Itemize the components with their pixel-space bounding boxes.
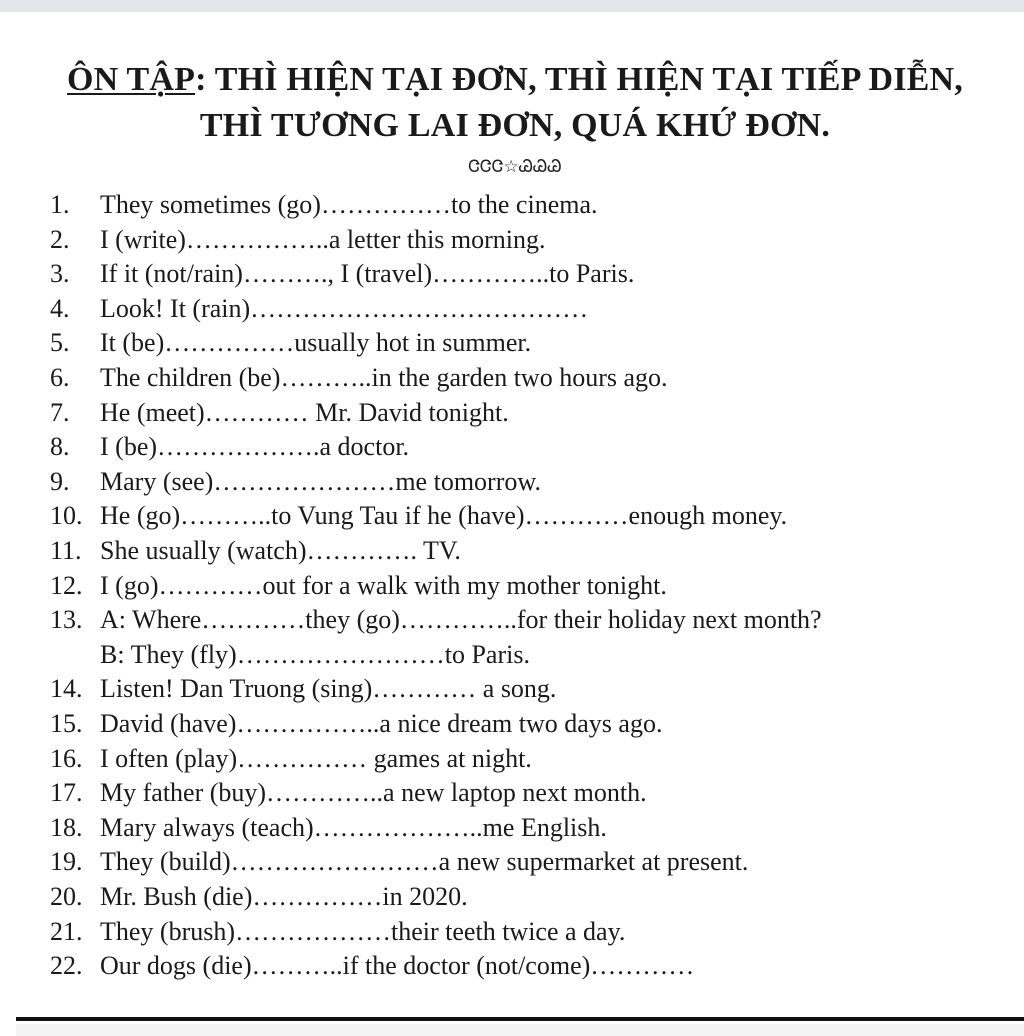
exercise-item [50, 776, 647, 810]
exercise-item [50, 326, 531, 360]
exercise-text: He (go)………..to Vung Tau if he (have)…………enough money. [100, 501, 788, 531]
exercise-item [50, 915, 625, 949]
exercise-item [50, 672, 556, 706]
exercise-text: Mr. Bush (die)……………in 2020. [100, 882, 468, 911]
exercise-item [50, 430, 409, 464]
exercise-number: 18. [50, 812, 83, 842]
exercise-text: I often (play)…………… games at night. [100, 743, 532, 773]
exercise-number: 17. [50, 778, 83, 808]
exercise-text: He (meet)………… Mr. David tonight. [100, 397, 509, 427]
exercise-text: Look! It (rain)………………………………… [100, 293, 589, 323]
exercise-text: Mary always (teach)………………..me English. [100, 812, 607, 842]
bottom-rule [16, 1017, 1024, 1021]
exercise-item [50, 742, 532, 776]
exercise-number: 12. [50, 570, 83, 600]
exercise-item [50, 534, 461, 568]
exercise-text: I (be)……………….a doctor. [100, 432, 410, 462]
exercise-number: 16. [50, 743, 83, 773]
exercise-item [50, 396, 509, 430]
exercise-item [50, 361, 668, 395]
exercise-item [50, 257, 634, 291]
exercise-item [50, 223, 546, 257]
exercise-number: 6. [50, 363, 70, 392]
page-bottom-shadow [16, 1024, 1024, 1036]
worksheet-page [6, 12, 1024, 1033]
exercise-number: 3. [50, 259, 70, 289]
exercise-item [50, 949, 694, 983]
exercise-text: They (brush)………………their teeth twice a day. [100, 916, 626, 946]
exercise-item [50, 811, 607, 845]
exercise-item [50, 465, 541, 499]
exercise-text: A: Where…………they (go)…………..for their holiday next month? [100, 605, 822, 635]
exercise-number: 10. [50, 501, 83, 531]
viewer-top-bar [0, 0, 1024, 12]
title-heading: ÔN TẬP [67, 61, 196, 98]
exercise-number: 4. [50, 293, 70, 323]
exercise-item [50, 707, 662, 741]
exercise-number: 7. [50, 397, 70, 427]
exercise-item [50, 292, 588, 326]
exercise-text: I (write)……………..a letter this morning. [100, 224, 546, 254]
exercise-text: They sometimes (go)……………to the cinema. [100, 190, 598, 219]
exercise-text: If it (not/rain)………., I (travel)…………..to Paris. [100, 259, 635, 289]
exercise-number: 21. [50, 916, 83, 946]
exercise-text: They (build)……………………a new supermarket at present. [100, 847, 749, 877]
decorative-divider: ᏣᏣᏣ☆ᏊᏊᏊ [468, 157, 562, 177]
worksheet-title-line-2: THÌ TƯƠNG LAI ĐƠN, QUÁ KHỨ ĐƠN. [199, 107, 831, 144]
exercise-text: Mary (see)…………………me tomorrow. [100, 466, 541, 496]
exercise-text: Our dogs (die)………..if the doctor (not/come)………… [100, 951, 695, 981]
exercise-number: 15. [50, 709, 83, 738]
exercise-text: Listen! Dan Truong (sing)………… a song. [100, 674, 557, 704]
worksheet-title-line-1 [6, 60, 1024, 100]
exercise-item [50, 603, 822, 637]
exercise-text: The children (be)………..in the garden two hours ago. [100, 363, 668, 392]
exercise-item [50, 845, 748, 879]
exercise-number: 5. [50, 328, 70, 358]
exercise-item [50, 880, 468, 914]
title-line-1-rest: : THÌ HIỆN TẠI ĐƠN, THÌ HIỆN TẠI TIẾP DIỄN, [195, 61, 963, 98]
exercise-number: 9. [50, 466, 70, 496]
exercise-text: It (be)……………usually hot in summer. [100, 328, 532, 358]
exercise-number: 2. [50, 224, 70, 254]
exercise-number: 8. [50, 432, 70, 462]
exercise-number: 14. [50, 674, 83, 704]
exercise-number: 11. [50, 536, 82, 565]
exercise-text: B: They (fly)……………………to Paris. [100, 639, 530, 669]
exercise-number: 1. [50, 190, 70, 219]
exercise-item [50, 188, 598, 222]
exercise-item [50, 569, 667, 603]
exercise-number: 20. [50, 882, 83, 911]
exercise-text: David (have)……………..a nice dream two days ago. [100, 709, 663, 738]
exercise-number: 22. [50, 951, 83, 981]
exercise-text: She usually (watch)…………. TV. [100, 536, 461, 565]
exercise-number: 19. [50, 847, 83, 877]
exercise-item [50, 499, 787, 533]
exercise-item [50, 638, 530, 672]
exercise-text: I (go)…………out for a walk with my mother tonight. [100, 570, 667, 600]
exercise-number: 13. [50, 605, 83, 635]
exercise-text: My father (buy)…………..a new laptop next month. [100, 778, 647, 808]
